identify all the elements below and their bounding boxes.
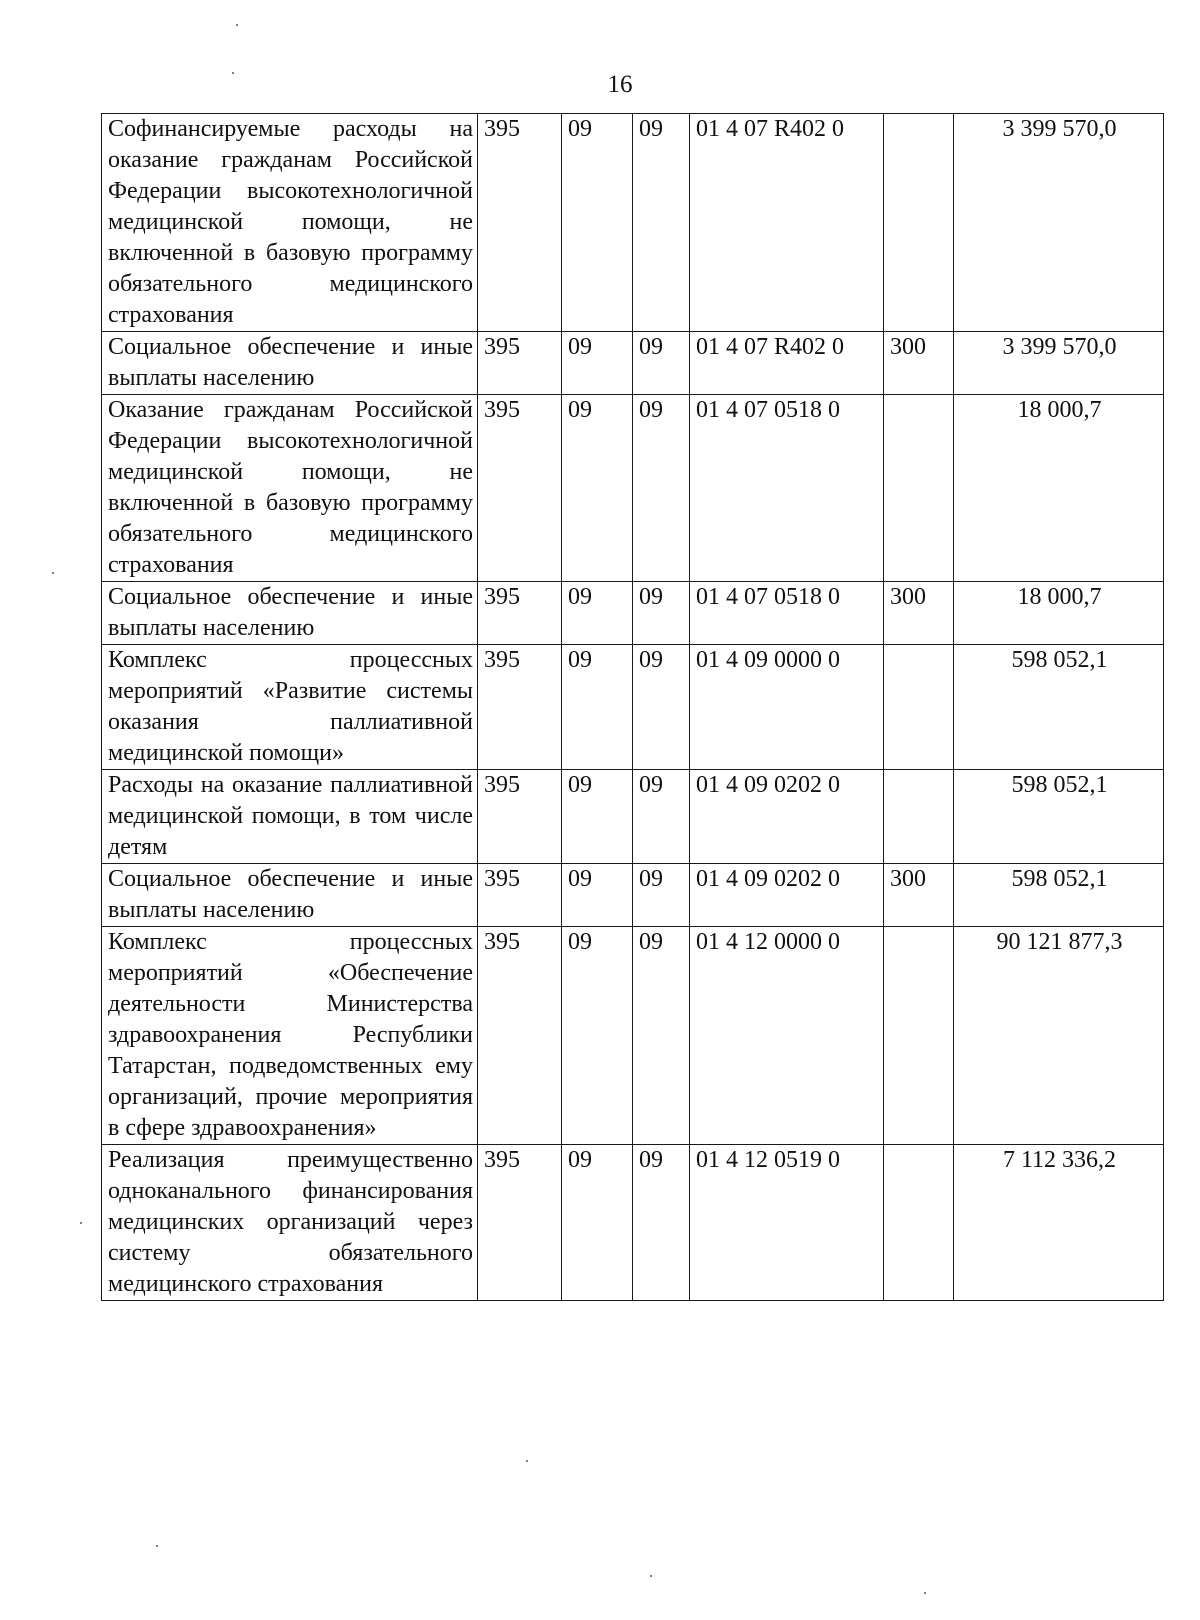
table-row — [102, 114, 1164, 332]
expense-type-cell: 300 — [884, 332, 954, 395]
target-article-cell: 01 4 07 R402 0 — [690, 114, 884, 332]
amount-cell: 598 052,1 — [954, 864, 1164, 927]
amount-cell: 90 121 877,3 — [954, 927, 1164, 1145]
row-name-cell: Расходы на оказание паллиативной медицинской помощи, в том числе детям — [102, 770, 478, 864]
section-code-cell: 09 — [562, 332, 633, 395]
scan-speck — [526, 1460, 528, 1462]
section-code-cell: 09 — [562, 645, 633, 770]
grbs-code-cell: 395 — [478, 864, 562, 927]
subsection-code-cell: 09 — [633, 1145, 690, 1301]
subsection-code-cell: 09 — [633, 864, 690, 927]
row-name-cell: Оказание гражданам Российской Федерации высокотехнологичной медицинской помощи, не включенной в базовую программу обязательного медицинского страхования — [102, 395, 478, 582]
amount-cell: 3 399 570,0 — [954, 332, 1164, 395]
target-article-cell: 01 4 12 0000 0 — [690, 927, 884, 1145]
section-code-cell: 09 — [562, 114, 633, 332]
target-article-cell: 01 4 07 0518 0 — [690, 395, 884, 582]
scan-speck — [156, 1545, 158, 1547]
expense-type-cell — [884, 645, 954, 770]
page-number: 16 — [607, 71, 633, 98]
budget-table — [101, 113, 1164, 1301]
target-article-cell: 01 4 09 0000 0 — [690, 645, 884, 770]
table-row — [102, 1145, 1164, 1301]
amount-cell: 3 399 570,0 — [954, 114, 1164, 332]
expense-type-cell — [884, 1145, 954, 1301]
table-row — [102, 770, 1164, 864]
grbs-code-cell: 395 — [478, 332, 562, 395]
row-name-cell: Софинансируемые расходы на оказание гражданам Российской Федерации высокотехнологичной медицинской помощи, не включенной в базовую программу обязательного медицинского страхования — [102, 114, 478, 332]
section-code-cell: 09 — [562, 1145, 633, 1301]
scan-speck — [80, 1222, 82, 1224]
row-name-cell: Социальное обеспечение и иные выплаты населению — [102, 864, 478, 927]
amount-cell: 18 000,7 — [954, 395, 1164, 582]
expense-type-cell: 300 — [884, 582, 954, 645]
subsection-code-cell: 09 — [633, 332, 690, 395]
scan-speck — [52, 572, 54, 574]
amount-cell: 598 052,1 — [954, 645, 1164, 770]
expense-type-cell — [884, 927, 954, 1145]
expense-type-cell: 300 — [884, 864, 954, 927]
scan-speck — [650, 1575, 652, 1577]
amount-cell: 598 052,1 — [954, 770, 1164, 864]
amount-cell: 18 000,7 — [954, 582, 1164, 645]
budget-table-body — [102, 114, 1164, 1301]
table-row — [102, 645, 1164, 770]
grbs-code-cell: 395 — [478, 114, 562, 332]
target-article-cell: 01 4 07 R402 0 — [690, 332, 884, 395]
section-code-cell: 09 — [562, 927, 633, 1145]
target-article-cell: 01 4 09 0202 0 — [690, 864, 884, 927]
grbs-code-cell: 395 — [478, 927, 562, 1145]
target-article-cell: 01 4 07 0518 0 — [690, 582, 884, 645]
row-name-cell: Комплекс процессных мероприятий «Развитие системы оказания паллиативной медицинской помощи» — [102, 645, 478, 770]
table-row — [102, 582, 1164, 645]
scan-speck — [924, 1592, 926, 1594]
row-name-cell: Реализация преимущественно одноканального финансирования медицинских организаций через систему обязательного медицинского страхования — [102, 1145, 478, 1301]
grbs-code-cell: 395 — [478, 645, 562, 770]
table-row — [102, 332, 1164, 395]
grbs-code-cell: 395 — [478, 582, 562, 645]
subsection-code-cell: 09 — [633, 927, 690, 1145]
expense-type-cell — [884, 770, 954, 864]
section-code-cell: 09 — [562, 770, 633, 864]
section-code-cell: 09 — [562, 582, 633, 645]
subsection-code-cell: 09 — [633, 395, 690, 582]
row-name-cell: Социальное обеспечение и иные выплаты населению — [102, 332, 478, 395]
row-name-cell: Комплекс процессных мероприятий «Обеспечение деятельности Министерства здравоохранения Республики Татарстан, подведомственных ему организаций, прочие мероприятия в сфере здравоохранения» — [102, 927, 478, 1145]
subsection-code-cell: 09 — [633, 770, 690, 864]
scan-speck — [232, 72, 234, 74]
grbs-code-cell: 395 — [478, 395, 562, 582]
subsection-code-cell: 09 — [633, 582, 690, 645]
amount-cell: 7 112 336,2 — [954, 1145, 1164, 1301]
table-row — [102, 927, 1164, 1145]
grbs-code-cell: 395 — [478, 1145, 562, 1301]
row-name-cell: Социальное обеспечение и иные выплаты населению — [102, 582, 478, 645]
scan-speck — [236, 24, 238, 26]
subsection-code-cell: 09 — [633, 114, 690, 332]
section-code-cell: 09 — [562, 395, 633, 582]
target-article-cell: 01 4 12 0519 0 — [690, 1145, 884, 1301]
expense-type-cell — [884, 395, 954, 582]
subsection-code-cell: 09 — [633, 645, 690, 770]
section-code-cell: 09 — [562, 864, 633, 927]
expense-type-cell — [884, 114, 954, 332]
grbs-code-cell: 395 — [478, 770, 562, 864]
target-article-cell: 01 4 09 0202 0 — [690, 770, 884, 864]
table-row — [102, 395, 1164, 582]
table-row — [102, 864, 1164, 927]
